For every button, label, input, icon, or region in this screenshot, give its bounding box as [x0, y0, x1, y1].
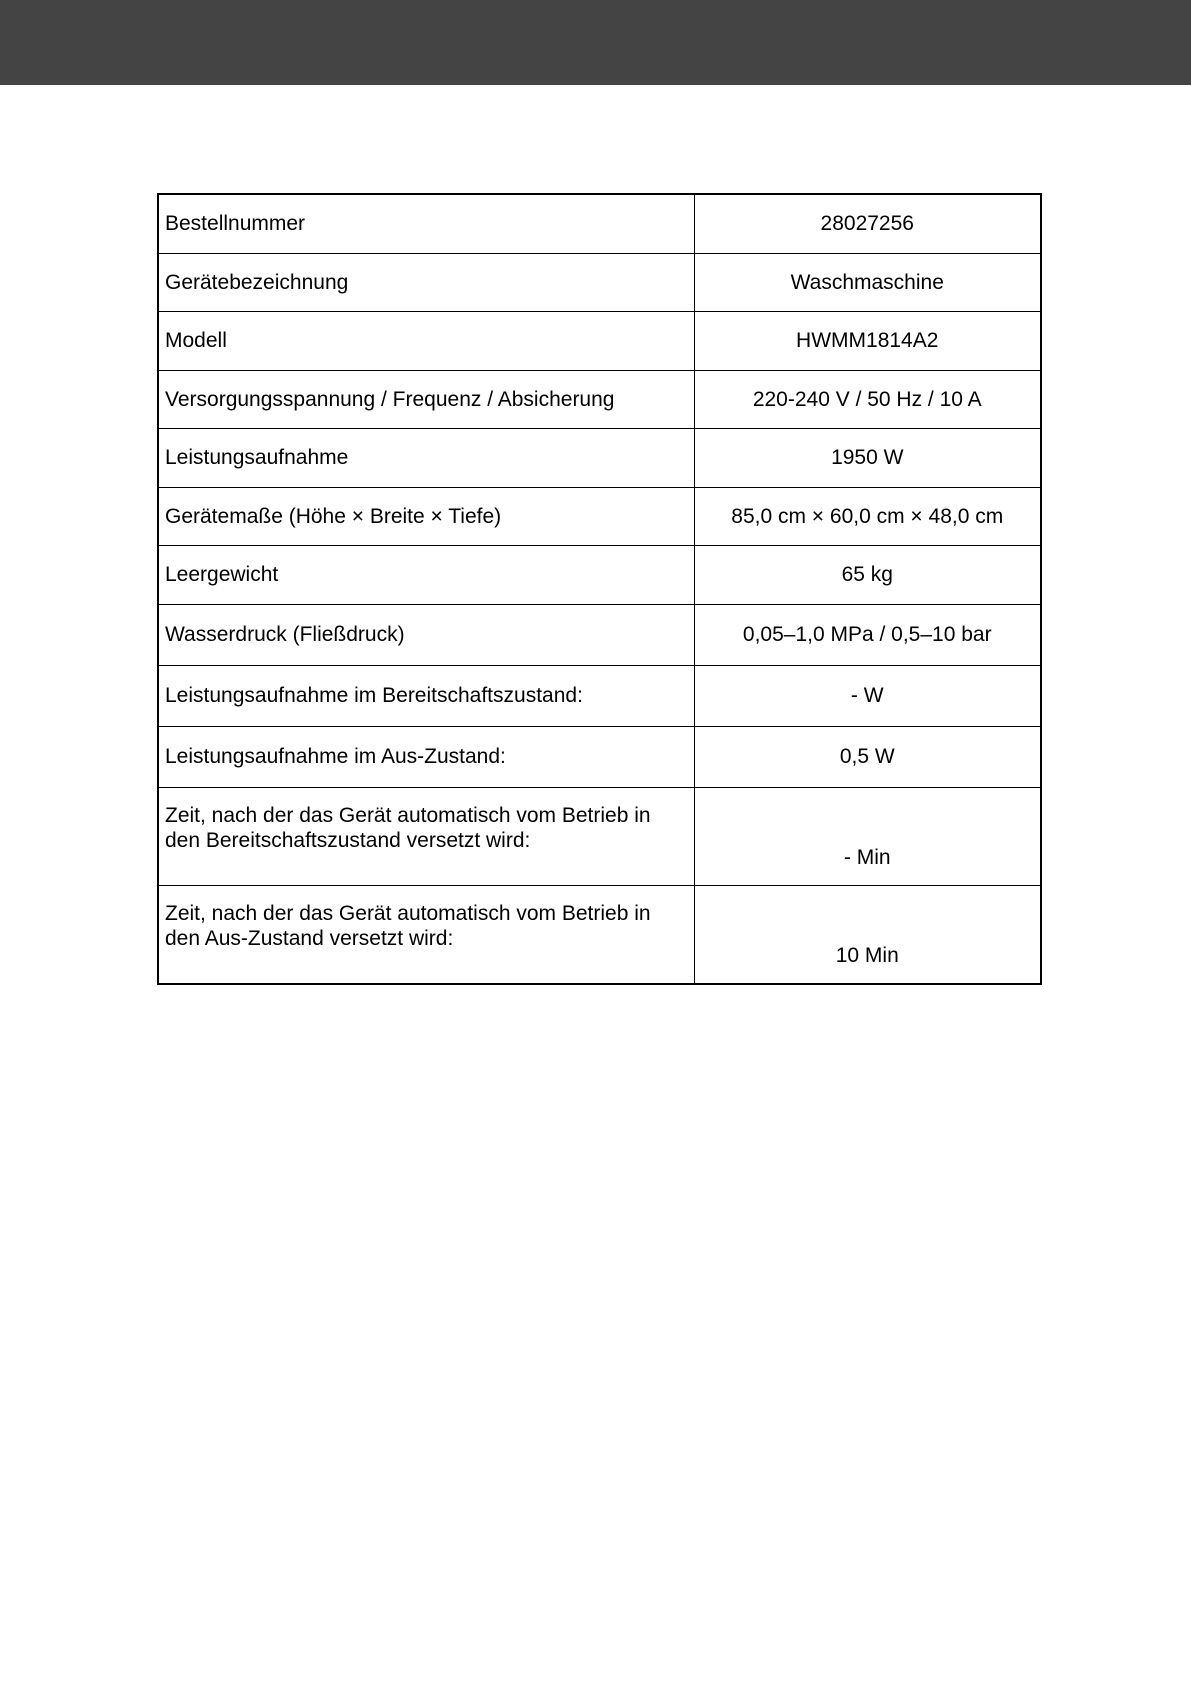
- row-label: Leergewicht: [158, 546, 694, 605]
- table-row: [158, 312, 1041, 371]
- table-row: [158, 885, 1041, 984]
- table-row: [158, 429, 1041, 488]
- table-row: [158, 546, 1041, 605]
- technical-data-table: [157, 193, 1042, 985]
- row-value: - Min: [694, 787, 1041, 885]
- row-value: 10 Min: [694, 885, 1041, 984]
- row-value: HWMM1814A2: [694, 312, 1041, 371]
- row-label: Modell: [158, 312, 694, 371]
- table-row: [158, 253, 1041, 312]
- row-label: Leistungsaufnahme im Bereitschaftszustand:: [158, 665, 694, 726]
- row-value: 1950 W: [694, 429, 1041, 488]
- row-label: Gerätebezeichnung: [158, 253, 694, 312]
- row-label: Bestellnummer: [158, 194, 694, 253]
- row-label: Leistungsaufnahme: [158, 429, 694, 488]
- row-label: Zeit, nach der das Gerät automatisch vom Betrieb in den Bereitschaftszustand versetzt wird:: [158, 787, 694, 885]
- row-label: Gerätemaße (Höhe × Breite × Tiefe): [158, 487, 694, 546]
- table-row: [158, 487, 1041, 546]
- header-bar: [0, 0, 1191, 85]
- table-row: [158, 726, 1041, 787]
- row-value: - W: [694, 665, 1041, 726]
- table-row: [158, 194, 1041, 253]
- row-value: 65 kg: [694, 546, 1041, 605]
- row-value: 28027256: [694, 194, 1041, 253]
- table-row: [158, 787, 1041, 885]
- row-label: Versorgungsspannung / Frequenz / Absicherung: [158, 370, 694, 429]
- row-value: 0,5 W: [694, 726, 1041, 787]
- row-label: Wasserdruck (Fließdruck): [158, 604, 694, 665]
- table-row: [158, 665, 1041, 726]
- table-row: [158, 604, 1041, 665]
- row-value: 85,0 cm × 60,0 cm × 48,0 cm: [694, 487, 1041, 546]
- row-value: 0,05–1,0 MPa / 0,5–10 bar: [694, 604, 1041, 665]
- table-row: [158, 370, 1041, 429]
- row-label: Zeit, nach der das Gerät automatisch vom Betrieb in den Aus-Zustand versetzt wird:: [158, 885, 694, 984]
- row-label: Leistungsaufnahme im Aus-Zustand:: [158, 726, 694, 787]
- row-value: Waschmaschine: [694, 253, 1041, 312]
- row-value: 220-240 V / 50 Hz / 10 A: [694, 370, 1041, 429]
